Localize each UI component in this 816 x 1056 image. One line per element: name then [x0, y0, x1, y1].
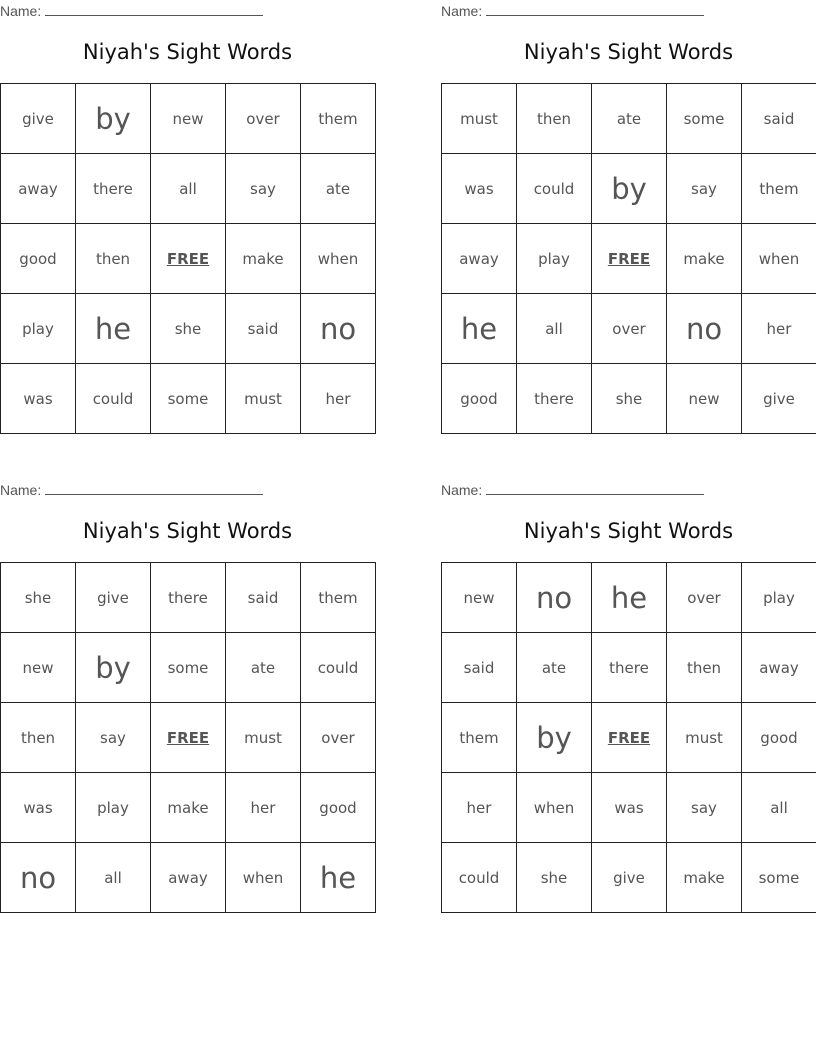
grid-row	[442, 154, 816, 224]
word-cell[interactable]: away	[151, 843, 226, 913]
bingo-grid	[441, 562, 816, 913]
name-field	[441, 3, 704, 19]
word-cell[interactable]: no	[301, 294, 376, 364]
word-cell[interactable]: he	[301, 843, 376, 913]
free-space-cell[interactable]: FREE	[151, 224, 226, 294]
grid-row	[1, 633, 376, 703]
word-cell[interactable]: when	[301, 224, 376, 294]
word-cell[interactable]: new	[667, 364, 742, 434]
word-cell[interactable]: by	[76, 84, 151, 154]
word-cell[interactable]: say	[667, 773, 742, 843]
word-cell[interactable]: no	[667, 294, 742, 364]
word-cell[interactable]: he	[76, 294, 151, 364]
grid-row	[442, 224, 816, 294]
grid-row	[1, 773, 376, 843]
word-cell[interactable]: them	[301, 563, 376, 633]
name-label: Name:	[441, 3, 483, 19]
word-cell[interactable]: over	[667, 563, 742, 633]
word-cell[interactable]: must	[226, 703, 301, 773]
word-cell[interactable]: must	[226, 364, 301, 434]
grid-row	[442, 563, 816, 633]
bingo-grid	[0, 83, 376, 434]
word-cell[interactable]: she	[1, 563, 76, 633]
name-field	[0, 482, 263, 498]
word-cell[interactable]: give	[742, 364, 816, 434]
word-cell[interactable]: new	[442, 563, 517, 633]
word-cell[interactable]: must	[442, 84, 517, 154]
word-cell[interactable]: new	[1, 633, 76, 703]
word-cell[interactable]: her	[301, 364, 376, 434]
word-cell[interactable]: ate	[226, 633, 301, 703]
word-cell[interactable]: no	[517, 563, 592, 633]
bingo-grid	[0, 562, 376, 913]
word-cell[interactable]: away	[1, 154, 76, 224]
grid-row	[442, 84, 816, 154]
name-blank[interactable]	[45, 482, 263, 495]
word-cell[interactable]: make	[667, 224, 742, 294]
word-cell[interactable]: some	[151, 364, 226, 434]
word-cell[interactable]: then	[517, 84, 592, 154]
name-label: Name:	[0, 482, 42, 498]
word-cell[interactable]: by	[76, 633, 151, 703]
word-cell[interactable]: was	[442, 154, 517, 224]
card-title: Niyah's Sight Words	[82, 519, 293, 543]
word-cell[interactable]: make	[667, 843, 742, 913]
word-cell[interactable]: ate	[592, 84, 667, 154]
word-cell[interactable]: them	[442, 703, 517, 773]
word-cell[interactable]: he	[442, 294, 517, 364]
word-cell[interactable]: was	[1, 773, 76, 843]
grid-row	[442, 773, 816, 843]
grid-row	[442, 633, 816, 703]
word-cell[interactable]: give	[76, 563, 151, 633]
word-cell[interactable]: he	[592, 563, 667, 633]
word-cell[interactable]: play	[742, 563, 816, 633]
grid-row	[1, 364, 376, 434]
name-field	[0, 3, 263, 19]
word-cell[interactable]: away	[742, 633, 816, 703]
name-blank[interactable]	[45, 3, 263, 16]
word-cell[interactable]: good	[742, 703, 816, 773]
word-cell[interactable]: then	[667, 633, 742, 703]
word-cell[interactable]: when	[226, 843, 301, 913]
name-blank[interactable]	[486, 482, 704, 495]
grid-row	[1, 843, 376, 913]
word-cell[interactable]: some	[667, 84, 742, 154]
word-cell[interactable]: say	[226, 154, 301, 224]
word-cell[interactable]: said	[742, 84, 816, 154]
word-cell[interactable]: ate	[301, 154, 376, 224]
word-cell[interactable]: she	[151, 294, 226, 364]
word-cell[interactable]: there	[76, 154, 151, 224]
word-cell[interactable]: her	[742, 294, 816, 364]
word-cell[interactable]: she	[592, 364, 667, 434]
word-cell[interactable]: was	[1, 364, 76, 434]
card-title: Niyah's Sight Words	[523, 519, 734, 543]
word-cell[interactable]: by	[517, 703, 592, 773]
word-cell[interactable]: by	[592, 154, 667, 224]
word-cell[interactable]: could	[301, 633, 376, 703]
word-cell[interactable]: was	[592, 773, 667, 843]
word-cell[interactable]: her	[226, 773, 301, 843]
word-cell[interactable]: them	[301, 84, 376, 154]
card-title: Niyah's Sight Words	[82, 40, 293, 64]
word-cell[interactable]: then	[76, 224, 151, 294]
word-cell[interactable]: good	[301, 773, 376, 843]
word-cell[interactable]: make	[151, 773, 226, 843]
word-cell[interactable]: over	[592, 294, 667, 364]
bingo-grid	[441, 83, 816, 434]
word-cell[interactable]: she	[517, 843, 592, 913]
grid-row	[1, 703, 376, 773]
name-label: Name:	[441, 482, 483, 498]
word-cell[interactable]: play	[1, 294, 76, 364]
word-cell[interactable]: said	[226, 294, 301, 364]
grid-row	[442, 364, 816, 434]
word-cell[interactable]: ate	[517, 633, 592, 703]
word-cell[interactable]: play	[517, 224, 592, 294]
card-title: Niyah's Sight Words	[523, 40, 734, 64]
word-cell[interactable]: some	[151, 633, 226, 703]
word-cell[interactable]: over	[226, 84, 301, 154]
word-cell[interactable]: there	[592, 633, 667, 703]
name-field	[441, 482, 704, 498]
grid-row	[1, 154, 376, 224]
word-cell[interactable]: say	[667, 154, 742, 224]
word-cell[interactable]: play	[76, 773, 151, 843]
grid-row	[1, 563, 376, 633]
word-cell[interactable]: new	[151, 84, 226, 154]
word-cell[interactable]: good	[1, 224, 76, 294]
free-space-cell[interactable]: FREE	[592, 703, 667, 773]
word-cell[interactable]: all	[151, 154, 226, 224]
word-cell[interactable]: over	[301, 703, 376, 773]
word-cell[interactable]: could	[76, 364, 151, 434]
word-cell[interactable]: all	[517, 294, 592, 364]
word-cell[interactable]: all	[742, 773, 816, 843]
grid-row	[442, 294, 816, 364]
name-blank[interactable]	[486, 3, 704, 16]
word-cell[interactable]: could	[442, 843, 517, 913]
word-cell[interactable]: then	[1, 703, 76, 773]
grid-row	[442, 843, 816, 913]
word-cell[interactable]: give	[592, 843, 667, 913]
word-cell[interactable]: say	[76, 703, 151, 773]
word-cell[interactable]: them	[742, 154, 816, 224]
word-cell[interactable]: make	[226, 224, 301, 294]
word-cell[interactable]: said	[442, 633, 517, 703]
word-cell[interactable]: no	[1, 843, 76, 913]
word-cell[interactable]: there	[151, 563, 226, 633]
grid-row	[1, 224, 376, 294]
word-cell[interactable]: away	[442, 224, 517, 294]
grid-row	[442, 703, 816, 773]
word-cell[interactable]: all	[76, 843, 151, 913]
word-cell[interactable]: could	[517, 154, 592, 224]
word-cell[interactable]: some	[742, 843, 816, 913]
free-space-cell[interactable]: FREE	[592, 224, 667, 294]
word-cell[interactable]: give	[1, 84, 76, 154]
word-cell[interactable]: when	[742, 224, 816, 294]
word-cell[interactable]: must	[667, 703, 742, 773]
word-cell[interactable]: said	[226, 563, 301, 633]
grid-row	[1, 84, 376, 154]
word-cell[interactable]: her	[442, 773, 517, 843]
word-cell[interactable]: good	[442, 364, 517, 434]
word-cell[interactable]: there	[517, 364, 592, 434]
free-space-cell[interactable]: FREE	[151, 703, 226, 773]
grid-row	[1, 294, 376, 364]
name-label: Name:	[0, 3, 42, 19]
word-cell[interactable]: when	[517, 773, 592, 843]
